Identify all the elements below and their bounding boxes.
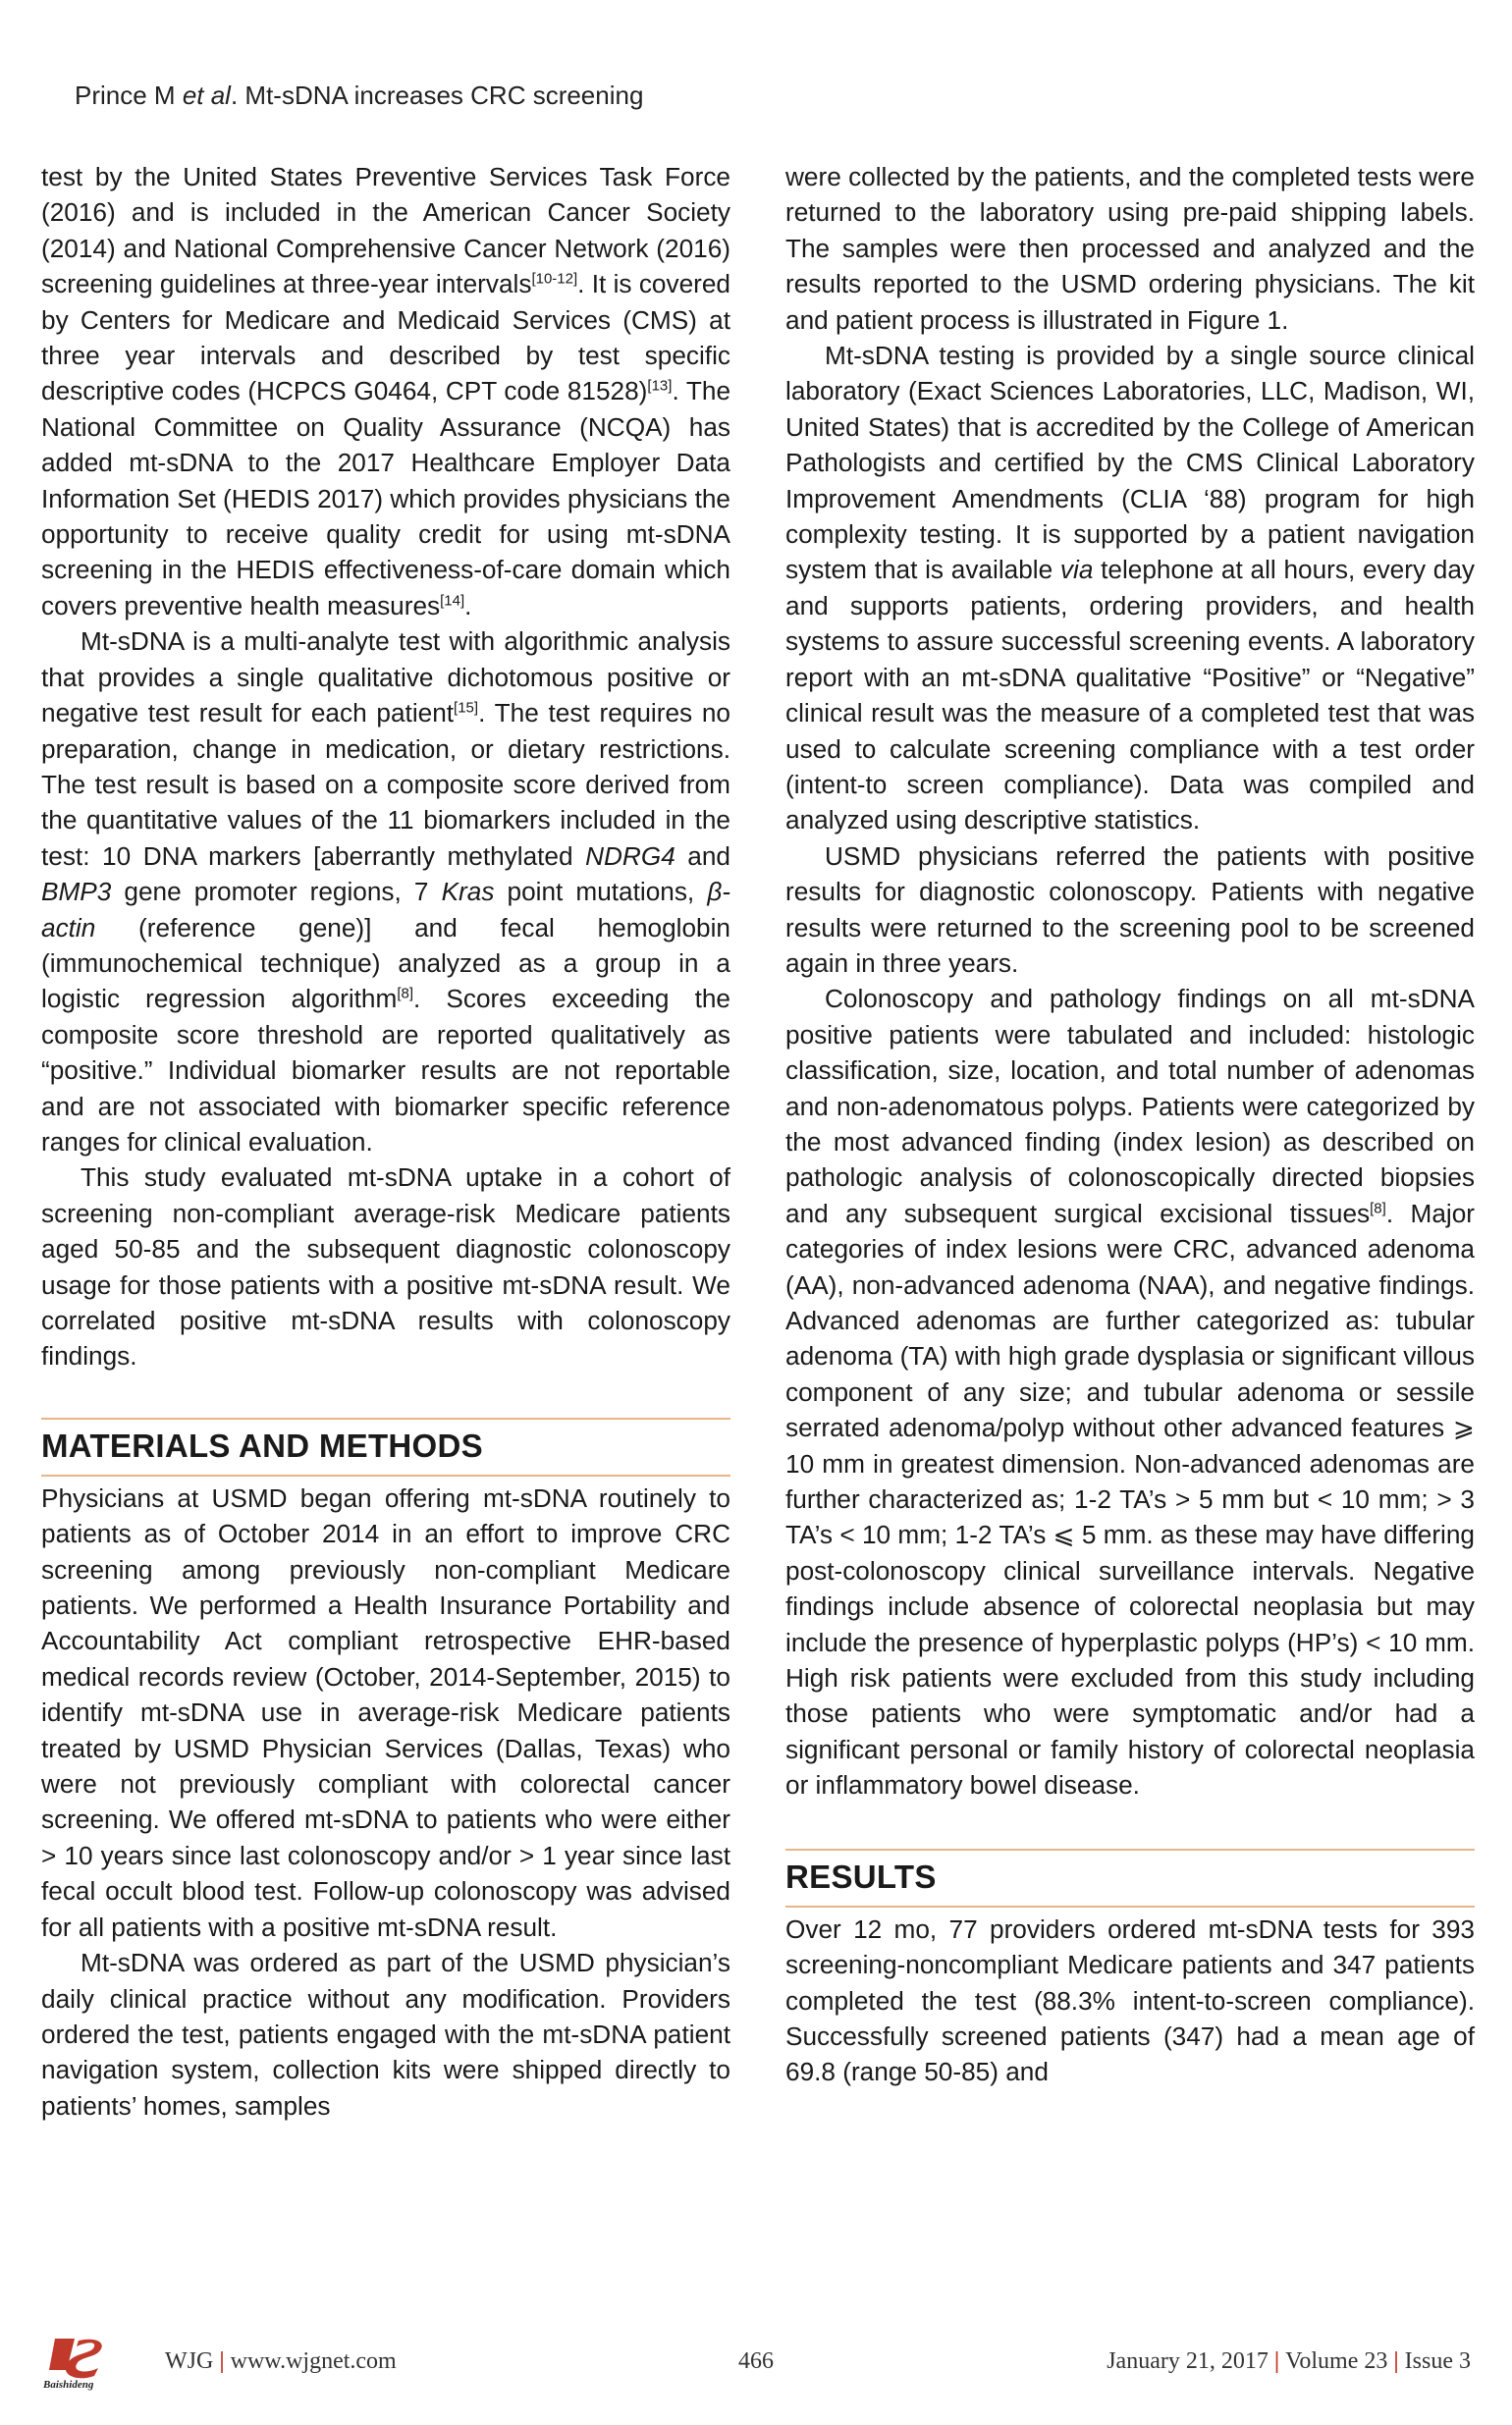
left-paragraph-4: Physicians at USMD began offering mt-sDNA routinely to patients as of October 2014 in an effort to improve CRC screening among previously non-compliant Medicare patients. We performed a Health Insurance Portability and Accountability Act compliant retrospective EHR-based medical records review (October, 2014-September, 2015) to identify mt-sDNA use in average-risk Medicare patients treated by USMD Physician Services (Dallas, Texas) who were not previously compliant with colorectal cancer screening. We offered mt-sDNA to patients who were either > 10 years since last colonoscopy and/or > 1 year since last fecal occult blood test. Follow-up colonoscopy was advised for all patients with a positive mt-sDNA result. (41, 1482, 730, 1942)
left-paragraph-5: Mt-sDNA was ordered as part of the USMD physician’s daily clinical practice without any modification. Providers ordered the test, patients engaged with the mt-sDNA patient navigation system, collection kits were shipped directly to patients’ homes, samples (41, 1948, 730, 2121)
citation: [8] (397, 985, 413, 1002)
section-heading-methods: MATERIALS AND METHODS (41, 1427, 483, 1464)
right-paragraph-1: were collected by the patients, and the completed tests were returned to the laboratory using pre-paid shipping labels. The samples were then processed and analyzed and the results reported to the USMD ordering physicians. The kit and patient process is illustrated in Figure 1. (785, 162, 1475, 335)
left-paragraph-1 (41, 159, 730, 623)
right-column (785, 159, 1475, 2090)
text-run: . (464, 590, 472, 620)
text-run: . The National Committee on Quality Assurance (NCQA) has added mt-sDNA to the 2017 Healthcare Employer Data Information Set (HEDIS 2017) which provides physicians the opportunity to receive quality credit for using mt-sDNA screening in the HEDIS effectiveness-of-care domain which covers preventive health measures (41, 376, 731, 620)
running-head-title: . Mt-sDNA increases CRC screening (230, 81, 644, 110)
text-run: gene promoter regions, 7 (111, 877, 442, 907)
gene-name: Kras (441, 877, 495, 907)
citation: [8] (1370, 1200, 1386, 1217)
footer-journal (165, 2348, 397, 2375)
issue: Issue 3 (1404, 2348, 1471, 2374)
volume: Volume 23 (1285, 2348, 1388, 2374)
issue-date: January 21, 2017 (1107, 2348, 1269, 2374)
journal-abbrev: WJG (165, 2348, 214, 2374)
baishideng-logo (41, 2335, 139, 2392)
page-footer (0, 2335, 1512, 2394)
journal-url-link[interactable]: www.wjgnet.com (230, 2348, 397, 2374)
text-run: . Major categories of index lesions were CRC, advanced adenoma (AA), non-advanced adenoma (NAA), and negative findings. Advanced adenomas are further categorized as: tubular adenoma (TA) with high grade dysplasia or significant villous component of any size; and tubular adenoma or sessile serrated adenoma/polyp without other advanced features ⩾ 10 mm in greatest dimension. Non-advanced adenomas are further characterized as; 1-2 TA’s > 5 mm but < 10 mm; > 3 TA’s < 10 mm; 1-2 TA’s ⩽ 5 mm. as these may have differing post-colonoscopy clinical surveillance intervals. Negative findings include absence of colorectal neoplasia but may include the presence of hyperplastic polyps (HP’s) < 10 mm. High risk patients were excluded from this study including those patients who were symptomatic and/or had a significant personal or family history of colorectal neoplasia or inflammatory bowel disease. (785, 1198, 1475, 1801)
citation: [15] (454, 699, 479, 717)
text-run: telephone at all hours, every day and supports patients, ordering providers, and health systems to assure successful screening events. A laboratory report with an mt-sDNA qualitative “Positive” or “Negative” clinical result was the measure of a completed test that was used to calculate screening compliance with a test order (intent-to screen compliance). Data was compiled and analyzed using descriptive statistics. (785, 555, 1476, 835)
text-run: . The test requires no preparation, change in medication, or dietary restrictions. The test result is based on a composite score derived from the quantitative values of the 11 biomarkers included in the test: 10 DNA markers [aberrantly methylated (41, 698, 731, 871)
gene-name: β-actin (41, 877, 730, 943)
text-run: point mutations, (494, 877, 708, 907)
running-head-author: Prince M (75, 81, 176, 110)
text-run: Colonoscopy and pathology findings on all mt-sDNA positive patients were tabulated and included: histologic classification, size, location, and total number of adenomas and non-adenomatous polyps. Patients were categorized by the most advanced finding (index lesion) as described on pathologic analysis of colonoscopically directed biopsies and any subsequent surgical excisional tissues (785, 984, 1475, 1228)
text-run: and (675, 840, 730, 871)
left-paragraph-3: This study evaluated mt-sDNA uptake in a cohort of screening non-compliant average-risk Medicare patients aged 50-85 and the subsequent diagnostic colonoscopy usage for those patients with a positive mt-sDNA result. We correlated positive mt-sDNA results with colonoscopy findings. (41, 1162, 730, 1372)
logo-text: Baishideng (43, 2379, 94, 2391)
text-run: Mt-sDNA testing is provided by a single source clinical laboratory (Exact Sciences Laboratories, LLC, Madison, WI, United States) that is accredited by the College of American Pathologists and certified by the CMS Clinical Laboratory Improvement Amendments (CLIA ‘88) program for high complexity testing. It is supported by a patient navigation system that is available (785, 341, 1475, 585)
footer-issue-info (1107, 2348, 1471, 2375)
gene-name: BMP3 (41, 877, 112, 907)
separator: | (1273, 2348, 1280, 2374)
gene-name: NDRG4 (585, 840, 675, 871)
running-head (75, 81, 643, 111)
text-run: Mt-sDNA is a multi-analyte test with algorithmic analysis that provides a single qualitative dichotomous positive or negative test result for each patient (41, 626, 730, 728)
right-paragraph-2 (785, 338, 1475, 838)
left-paragraph-2 (41, 623, 730, 1159)
text-run: test by the United States Preventive Services Task Force (2016) and is included in the American Cancer Society (2014) and National Comprehensive Cancer Network (2016) screening guidelines at three-year intervals (41, 162, 730, 299)
left-column (41, 159, 730, 2124)
right-paragraph-3: USMD physicians referred the patients with positive results for diagnostic colonoscopy. Patients with negative results were returned to the screening pool to be screened again in three years. (785, 840, 1475, 978)
running-head-etal: et al (182, 81, 231, 110)
citation: [13] (647, 377, 673, 395)
text-run: . Scores exceeding the composite score threshold are reported qualitatively as “positive.” Individual biomarker results are not reportable and are not associated with biomarker specific reference ranges for clinical evaluation. (41, 984, 730, 1157)
citation: [10-12] (531, 270, 578, 288)
right-paragraph-4 (785, 981, 1475, 1803)
section-heading-results: RESULTS (785, 1858, 937, 1895)
italic-word: via (1059, 555, 1094, 585)
right-paragraph-5: Over 12 mo, 77 providers ordered mt-sDNA tests for 393 screening-noncompliant Medicare patients and 347 patients completed the test (88.3% intent-to-screen compliance). Successfully screened patients (347) had a mean age of 69.8 (range 50-85) and (785, 1913, 1475, 2087)
text-run: (reference gene)] and fecal hemoglobin (immunochemical technique) analyzed as a group in a logistic regression algorithm (41, 912, 730, 1014)
citation: [14] (440, 592, 465, 610)
page-number: 466 (738, 2348, 774, 2374)
separator: | (1393, 2348, 1399, 2374)
separator: | (219, 2348, 225, 2374)
text-run: . It is covered by Centers for Medicare and Medicaid Services (CMS) at three year intervals and described by test specific descriptive codes (HCPCS G0464, CPT code 81528) (41, 269, 731, 406)
